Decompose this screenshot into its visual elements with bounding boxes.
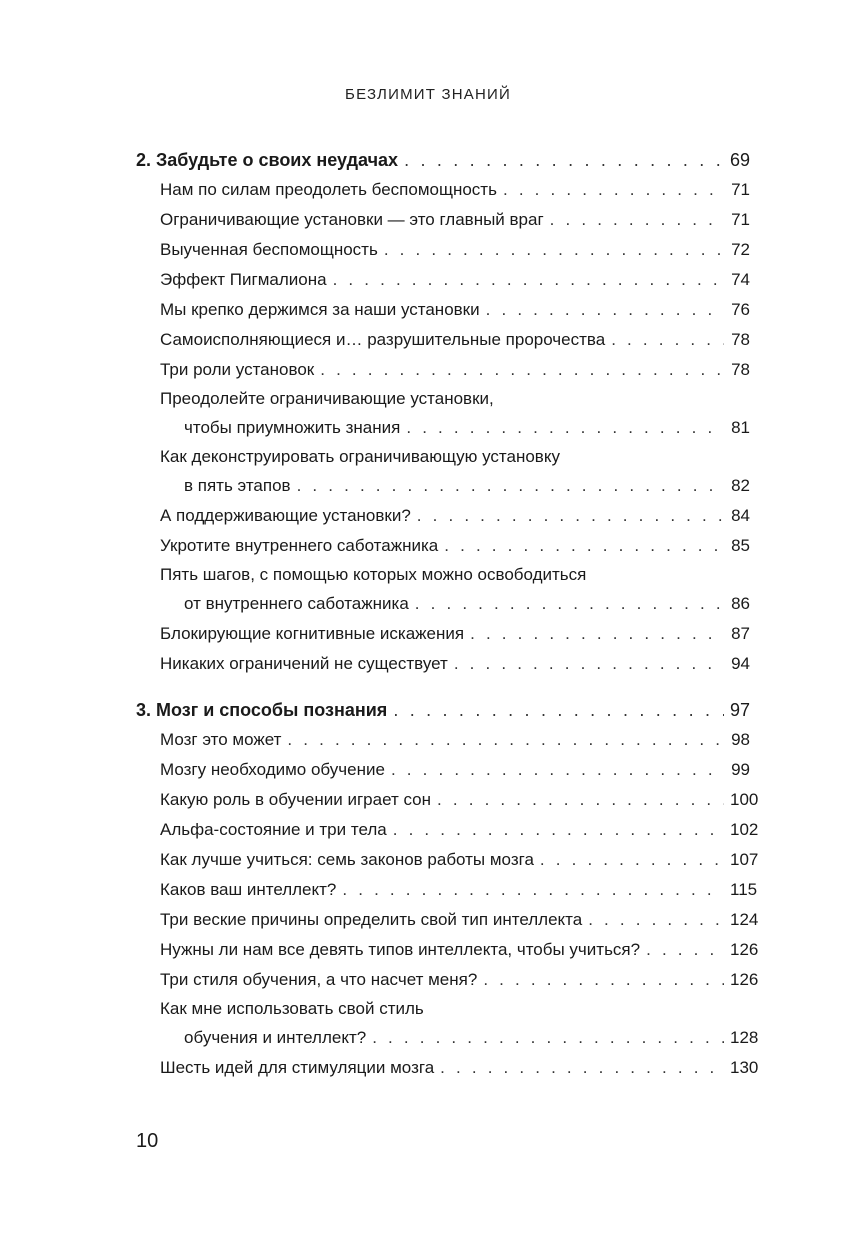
leader-dots [372,1023,724,1053]
entry-page: 99 [731,760,750,779]
toc-entry [136,175,750,205]
entry-title: Шесть идей для стимуляции мозга [160,1058,435,1077]
toc-entry [136,785,759,815]
entry-page: 98 [731,730,750,749]
leader-dots [437,785,724,815]
entry-page: 76 [731,300,750,319]
entry-title: Три роли установок [160,360,315,379]
entry-title: Три веские причины определить свой тип интеллекта [160,910,583,929]
entry-title: Ограничивающие установки — это главный враг [160,210,544,229]
toc-entry [136,413,750,443]
entry-title: Мозгу необходимо обучение [160,760,385,779]
toc-chapter-3 [136,695,750,725]
entry-page: 86 [731,594,750,613]
entry-title: Укротите внутреннего саботажника [160,536,439,555]
leader-dots [417,501,724,531]
toc-entry [136,1053,759,1083]
entry-page: 100 [730,790,759,809]
entry-title: Три стиля обучения, а что насчет меня? [160,970,478,989]
leader-dots [470,619,724,649]
leader-dots [384,235,724,265]
entry-title: Альфа-состояние и три тела [160,820,387,839]
entry-title: Выученная беспомощность [160,240,378,259]
entry-title-line1: Пять шагов, с помощью которых можно освободиться [160,565,587,584]
toc-entry [136,619,750,649]
entry-title: Какую роль в обучении играет сон [160,790,432,809]
leader-dots [611,325,724,355]
toc-entry [136,265,750,295]
toc-entry [136,965,759,995]
toc-entry [136,845,759,875]
toc-entry [136,649,750,679]
leader-dots [393,815,724,845]
leader-dots [440,1053,724,1083]
entry-title-line2: чтобы приумножить знания [184,418,401,437]
toc-entry [136,935,759,965]
entry-page: 81 [731,418,750,437]
entry-page: 85 [731,536,750,555]
entry-title: Самоисполняющиеся и… разрушительные пророчества [160,330,606,349]
entry-title: Мозг это может [160,730,282,749]
entry-page: 102 [730,820,759,839]
toc-entry [136,355,750,385]
leader-dots [454,649,724,679]
toc-entry [136,235,750,265]
leader-dots [415,589,724,619]
leader-dots [342,875,724,905]
leader-dots [287,725,724,755]
toc-entry [136,471,750,501]
entry-title: Как лучше учиться: семь законов работы мозга [160,850,534,869]
leader-dots [320,355,724,385]
entry-title-line1: Как мне использовать свой стиль [160,999,424,1018]
toc-entry [136,755,750,785]
chapter-gap [136,679,750,695]
entry-title-line1: Как деконструировать ограничивающую установку [160,447,560,466]
leader-dots [503,175,724,205]
entry-page: 130 [730,1058,759,1077]
leader-dots [333,265,724,295]
leader-dots [404,145,724,175]
leader-dots [444,531,724,561]
entry-page: 87 [731,624,750,643]
entry-page: 126 [730,940,759,959]
entry-title: Блокирующие когнитивные искажения [160,624,465,643]
entry-page: 78 [731,330,750,349]
toc-entry [136,905,759,935]
entry-title-line2: от внутреннего саботажника [184,594,409,613]
entry-page: 126 [730,970,759,989]
entry-title-line1: Преодолейте ограничивающие установки, [160,389,494,408]
entry-page: 124 [730,910,759,929]
leader-dots [297,471,724,501]
entry-title: Никаких ограничений не существует [160,654,448,673]
leader-dots [540,845,724,875]
toc-chapter-2 [136,145,750,175]
leader-dots [406,413,724,443]
entry-title-line2: обучения и интеллект? [184,1028,367,1047]
entry-title: Мы крепко держимся за наши установки [160,300,480,319]
leader-dots [550,205,724,235]
page-number: 10 [136,1130,159,1152]
entry-page: 107 [730,850,759,869]
leader-dots [391,755,724,785]
running-header: БЕЗЛИМИТ ЗНАНИЙ [345,86,511,103]
toc-entry [136,205,750,235]
entry-title-line2: в пять этапов [184,476,291,495]
leader-dots [393,695,724,725]
entry-title: Нам по силам преодолеть беспомощность [160,180,497,199]
entry-page: 78 [731,360,750,379]
chapter-page: 97 [730,700,751,720]
entry-page: 71 [731,210,750,229]
entry-title: А поддерживающие установки? [160,506,411,525]
table-of-contents [136,145,759,1083]
leader-dots [483,965,724,995]
toc-entry [136,589,750,619]
entry-page: 82 [731,476,750,495]
toc-entry [136,531,750,561]
leader-dots [646,935,724,965]
entry-page: 128 [730,1028,759,1047]
toc-entry [136,875,758,905]
leader-dots [588,905,724,935]
chapter-title: 3. Мозг и способы познания [136,700,388,720]
entry-page: 94 [731,654,750,673]
toc-entry [136,501,750,531]
entry-page: 72 [731,240,750,259]
leader-dots [486,295,724,325]
chapter-page: 69 [730,150,751,170]
entry-title: Каков ваш интеллект? [160,880,337,899]
toc-entry [136,725,750,755]
entry-page: 74 [731,270,750,289]
toc-entry [136,1023,759,1053]
toc-entry [136,325,750,355]
entry-page: 84 [731,506,750,525]
entry-title: Эффект Пигмалиона [160,270,327,289]
toc-entry [136,295,750,325]
entry-title: Нужны ли нам все девять типов интеллекта, чтобы учиться? [160,940,641,959]
chapter-title: 2. Забудьте о своих неудачах [136,150,399,170]
entry-page: 71 [731,180,750,199]
toc-entry [136,815,759,845]
entry-page: 115 [730,880,758,899]
